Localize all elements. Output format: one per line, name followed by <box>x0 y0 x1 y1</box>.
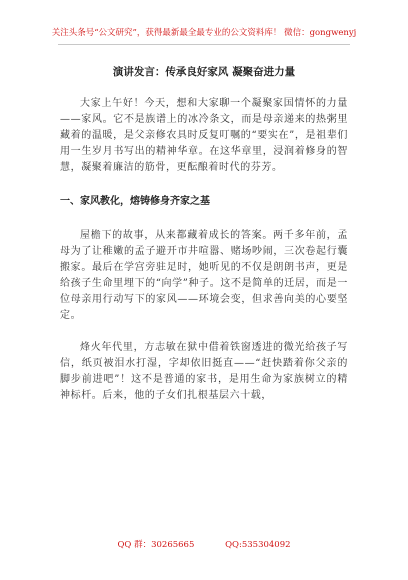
footer-contact <box>0 538 408 550</box>
section-heading: 一、家风教化，熔铸修身齐家之基 <box>60 196 210 207</box>
document-body <box>60 96 348 404</box>
document-title: 演讲发言：传承良好家风 凝聚奋进力量 <box>112 66 296 78</box>
paragraph-spacer <box>60 324 348 340</box>
section-paragraph-1: 屋檐下的故事，从来都藏着成长的答案。两千多年前，孟母为了让稚嫩的孟子避开市井喧嚣、赌场吵闹，三次卷起行囊搬家。最后在学宫旁驻足时，她听见的不仅是朗朗书声，更是给孩子生命里埋下的“向学”种子。这不是简单的迁居，而是一位母亲用行动写下的家风——环境会变，但求善向美的心要坚定。 <box>60 230 348 321</box>
footer-qq-group: QQ 群：30265665 <box>117 540 195 550</box>
footer-qq: QQ:535304092 <box>225 540 291 550</box>
header-divider <box>58 44 350 45</box>
intro-paragraph: 大家上午好！今天，想和大家聊一个凝聚家国情怀的力量——家风。它不是族谱上的冰冷条文，而是母亲递来的热粥里藏着的温暖，是父亲修农具时反复叮嘱的“要实在”，是祖辈们用一生岁月书写出的精神华章。在这华章里，浸润着修身的智慧，凝聚着廉洁的筋骨，更酝酿着时代的芬芳。 <box>60 98 348 173</box>
header-promo-note: 关注头条号“公文研究”，获得最新最全最专业的公文资料库！ 微信：gongwenyj <box>51 28 357 38</box>
section-paragraph-2: 烽火年代里，方志敏在狱中借着铁窗透进的微光给孩子写信，纸页被泪水打湿，字却依旧挺直——“赶快踏着你父亲的脚步前进吧”！这不是普通的家书，是用生命为家族树立的精神标杆。后来，他的子女们扎根基层六十载， <box>60 342 348 401</box>
